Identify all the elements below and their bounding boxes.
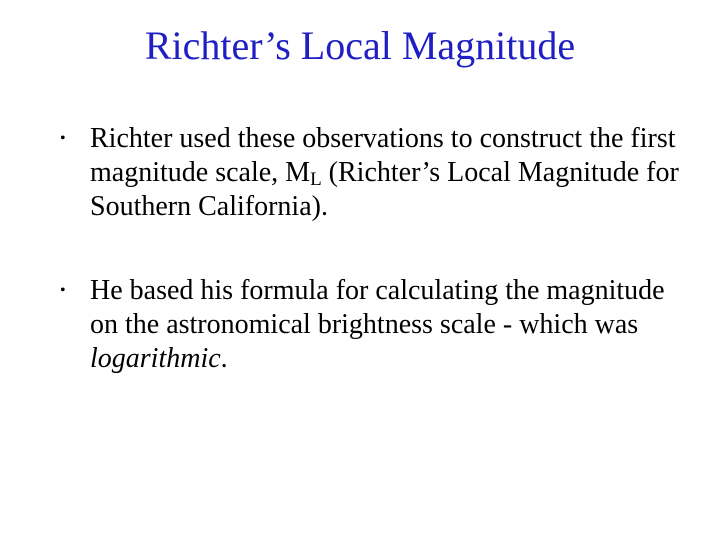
bullet-icon: • [60,130,66,147]
bullet-text-part: (Richter’s Local Magnitude for Southern California). [90,157,679,222]
bullet-text-part: Richter used these observations to construct the first magnitude scale, M [90,123,676,188]
bullet-item-ml-scale [60,122,680,224]
slide-title: Richter’s Local Magnitude [144,23,576,68]
bullet-list [60,122,680,376]
bullet-icon: • [60,282,66,299]
bullet-text-end: . [220,343,228,374]
emphasis-logarithmic: logarithmic [90,343,221,374]
bullet-text-part: He based his formula for calculating the magnitude on the astronomical brightness scale - which was [90,275,665,340]
subscript-L: L [310,169,322,190]
bullet-item-logarithmic [60,274,680,376]
